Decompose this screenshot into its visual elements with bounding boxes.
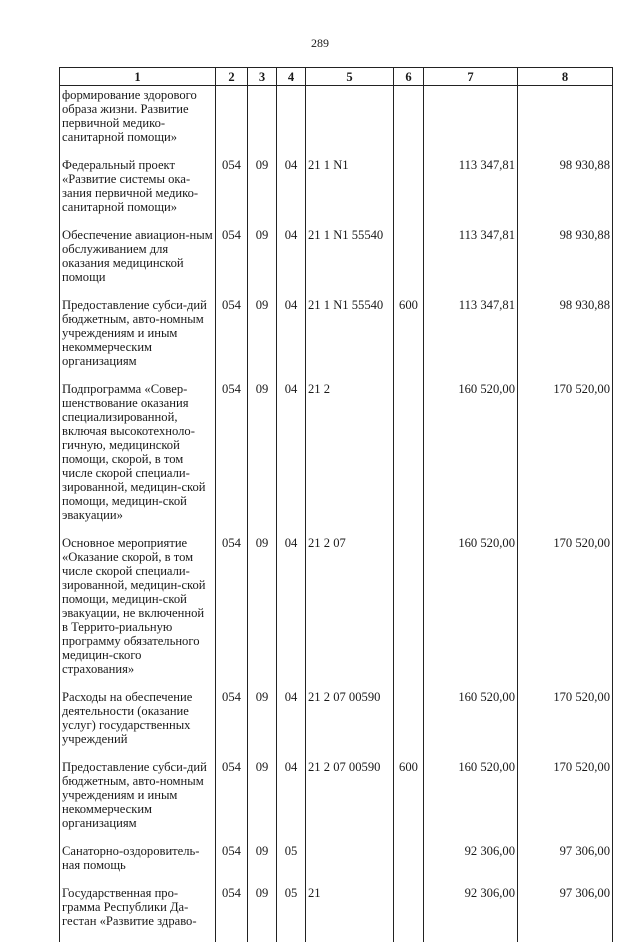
row-pr: 04 bbox=[277, 158, 306, 228]
table-row bbox=[60, 886, 613, 942]
row-vr bbox=[394, 844, 424, 886]
row-ved: 054 bbox=[216, 228, 248, 298]
table-row bbox=[60, 298, 613, 382]
row-ved: 054 bbox=[216, 886, 248, 942]
table-row bbox=[60, 844, 613, 886]
row-rz: 09 bbox=[248, 690, 277, 760]
row-csr bbox=[306, 86, 394, 159]
row-ved bbox=[216, 86, 248, 159]
row-sum-1: 113 347,81 bbox=[424, 298, 518, 382]
row-sum-2: 170 520,00 bbox=[518, 690, 613, 760]
table-header-row bbox=[60, 68, 613, 86]
header-col-5: 5 bbox=[306, 68, 394, 86]
row-vr bbox=[394, 228, 424, 298]
row-rz: 09 bbox=[248, 382, 277, 536]
table-row bbox=[60, 228, 613, 298]
row-sum-2: 170 520,00 bbox=[518, 382, 613, 536]
row-sum-2: 98 930,88 bbox=[518, 228, 613, 298]
row-rz: 09 bbox=[248, 760, 277, 844]
row-ved: 054 bbox=[216, 298, 248, 382]
row-csr: 21 bbox=[306, 886, 394, 942]
row-csr bbox=[306, 844, 394, 886]
row-ved: 054 bbox=[216, 158, 248, 228]
row-csr: 21 1 N1 55540 bbox=[306, 298, 394, 382]
row-vr: 600 bbox=[394, 760, 424, 844]
header-col-8: 8 bbox=[518, 68, 613, 86]
row-vr bbox=[394, 690, 424, 760]
table-row bbox=[60, 382, 613, 536]
row-csr: 21 1 N1 55540 bbox=[306, 228, 394, 298]
header-col-7: 7 bbox=[424, 68, 518, 86]
row-pr: 04 bbox=[277, 382, 306, 536]
row-name: Государственная про-грамма Республики Да-гестан «Развитие здраво- bbox=[60, 886, 216, 942]
table-row bbox=[60, 690, 613, 760]
row-ved: 054 bbox=[216, 844, 248, 886]
row-vr bbox=[394, 536, 424, 690]
row-pr: 04 bbox=[277, 536, 306, 690]
row-name: Предоставление субси-дий бюджетным, авто-номным учреждениям и иным некоммерческим организациям bbox=[60, 298, 216, 382]
page-number: 289 bbox=[311, 36, 329, 50]
row-rz: 09 bbox=[248, 886, 277, 942]
row-name: Основное мероприятие «Оказание скорой, в том числе скорой специали-зированной, медицин-ской помощи, медицин-ской эвакуации, не включенной в Террито-риальную программу обязательного медицин-ского страхования» bbox=[60, 536, 216, 690]
row-name: Подпрограмма «Совер-шенствование оказания специализированной, включая высокотехноло-гичную, медицинской помощи, скорой, в том числе скорой специали-зированной, медицин-ской помощи, медицин-ской эвакуации» bbox=[60, 382, 216, 536]
row-vr bbox=[394, 86, 424, 159]
row-pr: 04 bbox=[277, 690, 306, 760]
row-rz: 09 bbox=[248, 228, 277, 298]
row-name: Обеспечение авиацион-ным обслуживанием для оказания медицинской помощи bbox=[60, 228, 216, 298]
row-name: Предоставление субси-дий бюджетным, авто-номным учреждениям и иным некоммерческим организациям bbox=[60, 760, 216, 844]
row-rz: 09 bbox=[248, 536, 277, 690]
row-pr: 05 bbox=[277, 886, 306, 942]
row-sum-2: 170 520,00 bbox=[518, 760, 613, 844]
table-row bbox=[60, 86, 613, 159]
row-name: Санаторно-оздоровитель-ная помощь bbox=[60, 844, 216, 886]
row-vr bbox=[394, 886, 424, 942]
row-sum-1: 113 347,81 bbox=[424, 228, 518, 298]
header-col-4: 4 bbox=[277, 68, 306, 86]
row-csr: 21 2 07 00590 bbox=[306, 690, 394, 760]
row-sum-2 bbox=[518, 86, 613, 159]
row-ved: 054 bbox=[216, 760, 248, 844]
table-row bbox=[60, 158, 613, 228]
row-rz bbox=[248, 86, 277, 159]
row-sum-2: 98 930,88 bbox=[518, 158, 613, 228]
row-rz: 09 bbox=[248, 844, 277, 886]
row-sum-1: 160 520,00 bbox=[424, 760, 518, 844]
row-csr: 21 2 07 00590 bbox=[306, 760, 394, 844]
header-col-3: 3 bbox=[248, 68, 277, 86]
header-col-2: 2 bbox=[216, 68, 248, 86]
row-rz: 09 bbox=[248, 158, 277, 228]
header-col-1: 1 bbox=[60, 68, 216, 86]
row-ved: 054 bbox=[216, 382, 248, 536]
table-row bbox=[60, 536, 613, 690]
row-sum-1: 92 306,00 bbox=[424, 844, 518, 886]
row-sum-1: 160 520,00 bbox=[424, 690, 518, 760]
header-col-6: 6 bbox=[394, 68, 424, 86]
row-sum-1: 160 520,00 bbox=[424, 382, 518, 536]
row-sum-2: 97 306,00 bbox=[518, 886, 613, 942]
row-name: Расходы на обеспечение деятельности (оказание услуг) государственных учреждений bbox=[60, 690, 216, 760]
row-pr: 04 bbox=[277, 298, 306, 382]
row-pr: 04 bbox=[277, 760, 306, 844]
row-pr bbox=[277, 86, 306, 159]
row-csr: 21 2 07 bbox=[306, 536, 394, 690]
row-vr bbox=[394, 158, 424, 228]
row-ved: 054 bbox=[216, 536, 248, 690]
row-sum-2: 170 520,00 bbox=[518, 536, 613, 690]
row-vr: 600 bbox=[394, 298, 424, 382]
row-vr bbox=[394, 382, 424, 536]
row-pr: 05 bbox=[277, 844, 306, 886]
row-sum-1: 92 306,00 bbox=[424, 886, 518, 942]
row-name: Федеральный проект «Развитие системы ока-зания первичной медико-санитарной помощи» bbox=[60, 158, 216, 228]
row-csr: 21 2 bbox=[306, 382, 394, 536]
row-rz: 09 bbox=[248, 298, 277, 382]
row-sum-1: 113 347,81 bbox=[424, 158, 518, 228]
row-sum-2: 97 306,00 bbox=[518, 844, 613, 886]
row-name: формирование здорового образа жизни. Развитие первичной медико-санитарной помощи» bbox=[60, 86, 216, 159]
row-csr: 21 1 N1 bbox=[306, 158, 394, 228]
row-ved: 054 bbox=[216, 690, 248, 760]
row-sum-1: 160 520,00 bbox=[424, 536, 518, 690]
table-row bbox=[60, 760, 613, 844]
row-sum-1 bbox=[424, 86, 518, 159]
budget-table bbox=[59, 67, 613, 942]
row-sum-2: 98 930,88 bbox=[518, 298, 613, 382]
row-pr: 04 bbox=[277, 228, 306, 298]
